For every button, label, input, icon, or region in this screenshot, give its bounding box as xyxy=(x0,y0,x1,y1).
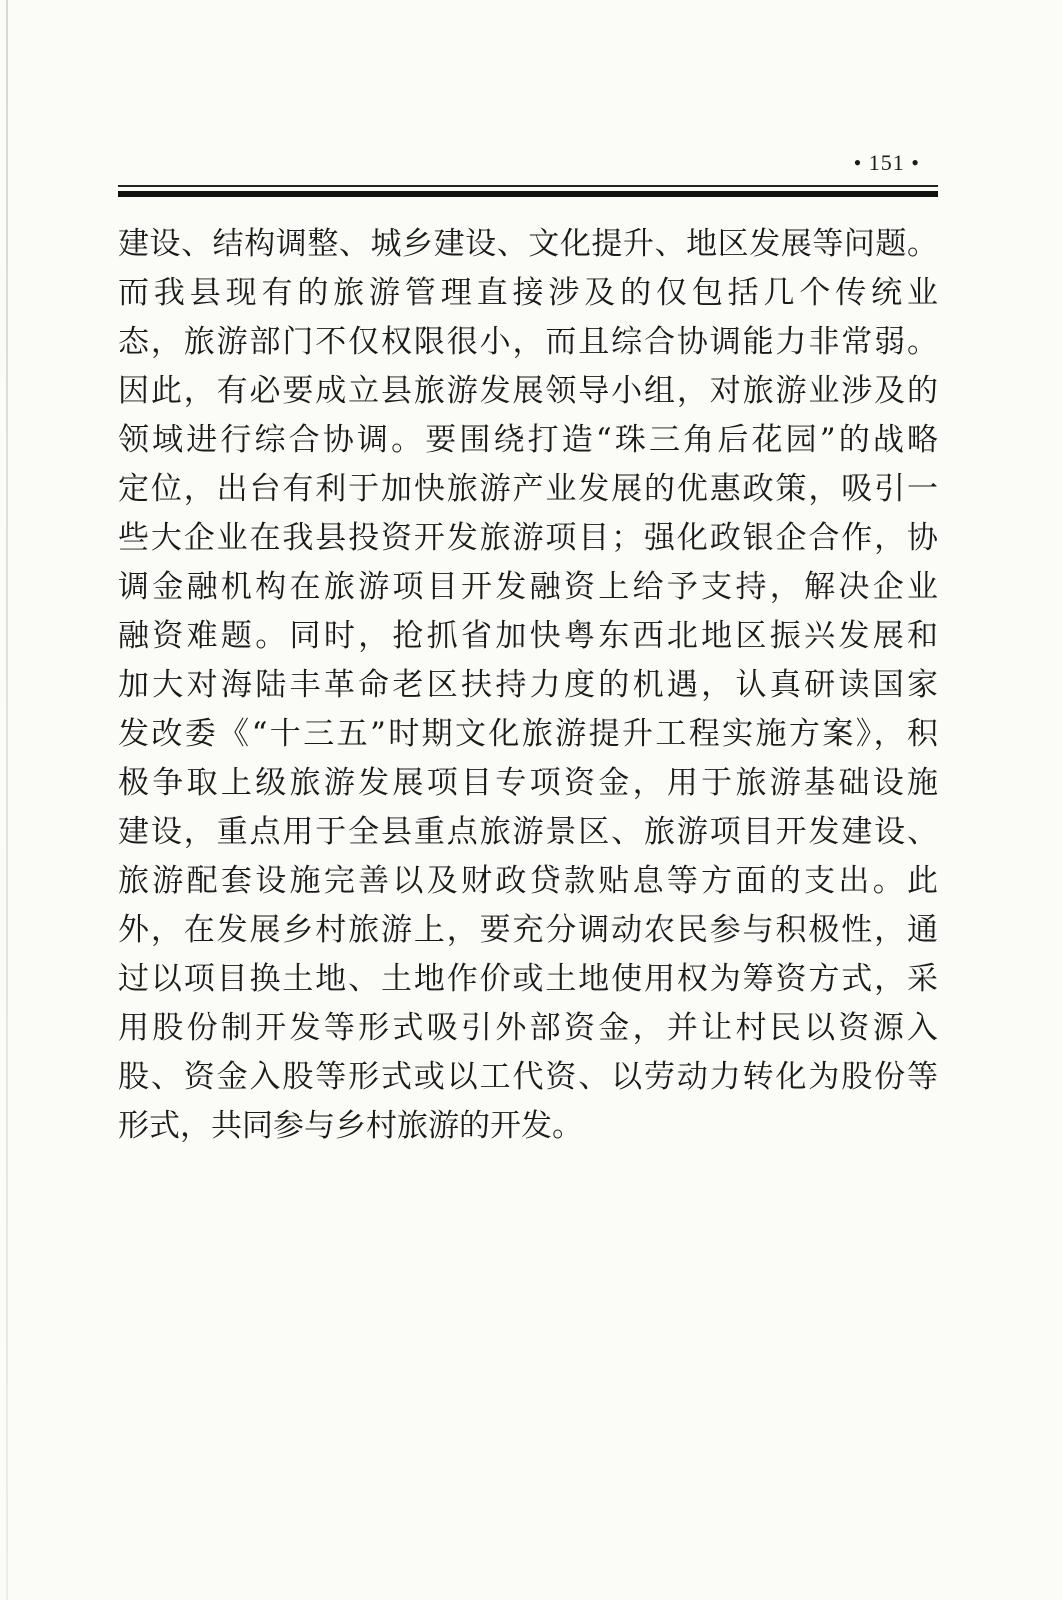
text-line: 加大对海陆丰革命老区扶持力度的机遇，认真研读国家 xyxy=(118,667,938,703)
text-line: 些大企业在我县投资开发旅游项目；强化政银企合作，协 xyxy=(118,520,938,556)
text-line: 定位，出台有利于加快旅游产业发展的优惠政策，吸引一 xyxy=(118,471,938,507)
text-line: 因此，有必要成立县旅游发展领导小组，对旅游业涉及的 xyxy=(118,373,938,409)
text-line: 建设，重点用于全县重点旅游景区、旅游项目开发建设、 xyxy=(118,814,938,850)
text-line: 发改委《“十三五”时期文化旅游提升工程实施方案》，积 xyxy=(118,716,938,752)
page-number: • 151 • xyxy=(853,150,920,175)
text-line: 调金融机构在旅游项目开发融资上给予支持，解决企业 xyxy=(118,569,938,605)
text-line: 用股份制开发等形式吸引外部资金，并让村民以资源入 xyxy=(118,1010,938,1046)
text-line: 领域进行综合协调。要围绕打造“珠三角后花园”的战略 xyxy=(118,422,938,458)
page-edge-shadow xyxy=(6,0,8,1600)
text-line: 旅游配套设施完善以及财政贷款贴息等方面的支出。此 xyxy=(118,863,938,899)
text-line: 极争取上级旅游发展项目专项资金，用于旅游基础设施 xyxy=(118,765,938,801)
text-line: 过以项目换土地、土地作价或土地使用权为筹资方式，采 xyxy=(118,961,938,997)
text-line: 股、资金入股等形式或以工代资、以劳动力转化为股份等 xyxy=(118,1059,938,1095)
text-line: 外，在发展乡村旅游上，要充分调动农民参与积极性，通 xyxy=(118,912,938,948)
text-line: 建设、结构调整、城乡建设、文化提升、地区发展等问题。 xyxy=(118,226,938,262)
text-line: 态，旅游部门不仅权限很小，而且综合协调能力非常弱。 xyxy=(118,324,938,360)
text-line: 融资难题。同时，抢抓省加快粤东西北地区振兴发展和 xyxy=(118,618,938,654)
header-rule-thick xyxy=(118,191,938,197)
text-line: 而我县现有的旅游管理直接涉及的仅包括几个传统业 xyxy=(118,275,938,311)
header-rule-thin xyxy=(118,185,938,187)
body-paragraph xyxy=(118,220,938,1151)
text-line: 形式，共同参与乡村旅游的开发。 xyxy=(118,1108,583,1144)
